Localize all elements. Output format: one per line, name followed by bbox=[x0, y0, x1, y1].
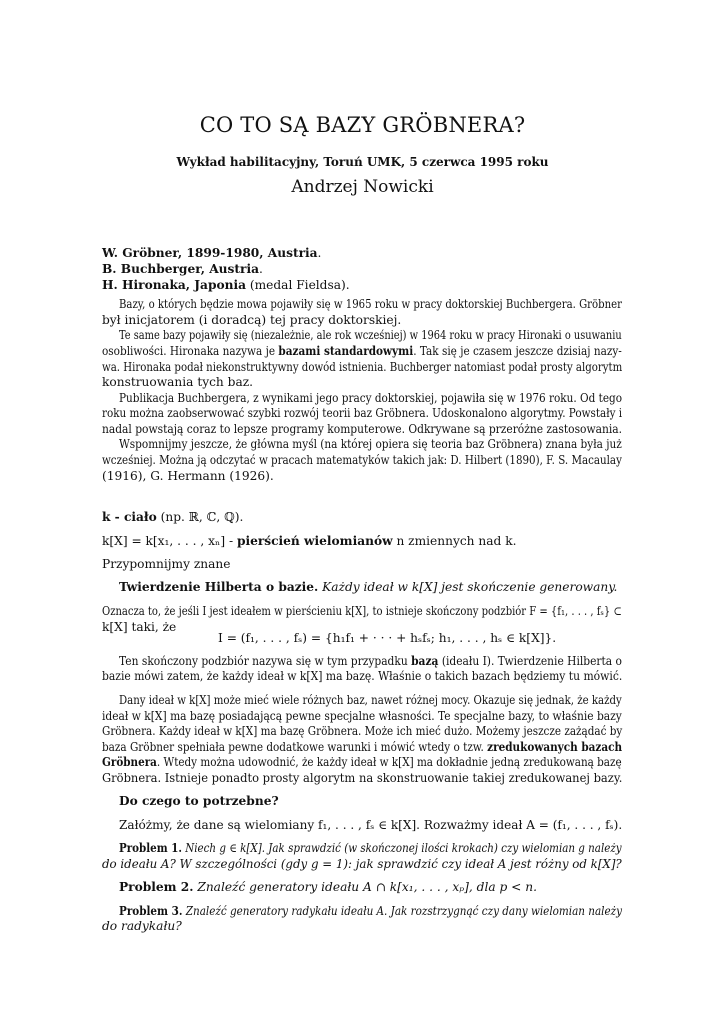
page-title: CO TO SĄ BAZY GRÖBNERA? bbox=[199, 113, 526, 137]
problem-1: Problem 1. Niech g ∈ k[X]. Jak sprawdzić (w skończonej ilości krokach) czy wielomian g należy bbox=[119, 841, 622, 855]
problem-3: Problem 3. Znaleźć generatory radykału ideału A. Jak rozstrzygnąć czy dany wielomian należy bbox=[119, 904, 622, 918]
text-line: Publikacja Buchbergera, z wynikami jego pracy doktorskiej, pojawiła się w 1976 roku. Od tego bbox=[119, 391, 623, 405]
person-line: H. Hironaka, Japonia (medal Fieldsa). bbox=[102, 278, 350, 292]
text-line: baza Gröbner spełniała pewne dodatkowe warunki i mówić wtedy o tzw. zredukowanych bazach bbox=[102, 740, 623, 754]
subtitle: Wykład habilitacyjny, Toruń UMK, 5 czerwca 1995 roku bbox=[176, 155, 549, 169]
problem-1-cont: do ideału A? W szczególności (gdy g = 1): jak sprawdzić czy ideał A jest różny od k[X]? bbox=[102, 857, 622, 871]
problem-3-cont: do radykału? bbox=[102, 919, 182, 933]
author: Andrzej Nowicki bbox=[291, 177, 434, 197]
text-line: Załóżmy, że dane są wielomiany f₁, . . . , fₛ ∈ k[X]. Rozważmy ideał A = (f₁, . . . , fₛ). bbox=[119, 818, 623, 832]
person-line: B. Buchberger, Austria. bbox=[102, 262, 263, 276]
text-line: osobliwości. Hironaka nazywa je bazami standardowymi. Tak się je czasem jeszcze dzisiaj nazy- bbox=[102, 344, 622, 358]
text-line: nadal powstają coraz to lepsze programy komputerowe. Odkrywane są przeróżne zastosowania. bbox=[102, 422, 623, 436]
text-line: Gröbnera. Każdy ideał w k[X] ma bazę Gröbnera. Może ich mieć dużo. Możemy jeszcze zażądać by bbox=[102, 724, 623, 738]
text-line: wcześniej. Można ją odczytać w pracach matematyków takich jak: D. Hilbert (1890), F. S. Macaulay bbox=[102, 453, 622, 467]
text-line: Bazy, o których będzie mowa pojawiły się w 1965 roku w pracy doktorskiej Buchbergera. Gröbner bbox=[119, 297, 622, 311]
text-line: roku można zaobserwować szybki rozwój teorii baz Gröbnera. Udoskonalono algorytmy. Powstały i bbox=[102, 406, 623, 420]
text-line: Ten skończony podzbiór nazywa się w tym przypadku bazą (ideału I). Twierdzenie Hilberta o bbox=[119, 654, 622, 668]
text-line: bazie mówi zatem, że każdy ideał w k[X] ma bazę. Właśnie o takich bazach będziemy tu mówić. bbox=[102, 669, 623, 683]
text-line: k[X] taki, że bbox=[102, 620, 177, 634]
definition-ring: k[X] = k[x₁, . . . , xₙ] - pierścień wielomianów n zmiennych nad k. bbox=[102, 534, 517, 548]
text-line: Gröbnera. Istnieje ponadto prosty algorytm na skonstruowanie takiej zredukowanej bazy. bbox=[102, 771, 623, 785]
section-heading: Do czego to potrzebne? bbox=[119, 794, 279, 808]
text-line: był inicjatorem (i doradcą) tej pracy doktorskiej. bbox=[102, 313, 402, 327]
text-line: wa. Hironaka podał niekonstruktywny dowód istnienia. Buchberger natomiast podał prosty algorytm bbox=[102, 360, 623, 374]
text-line: konstruowania tych baz. bbox=[102, 375, 254, 389]
definition-field: k - ciało (np. ℝ, ℂ, ℚ). bbox=[102, 510, 244, 524]
text-line: Oznacza to, że jeśli I jest ideałem w pierścieniu k[X], to istnieje skończony podzbiór F = {f₁, . . . , fₛ} ⊂ bbox=[102, 604, 622, 618]
text-line: Gröbnera. Wtedy można udowodnić, że każdy ideał w k[X] ma dokładnie jedną zredukowaną bazę bbox=[102, 755, 622, 769]
theorem-statement: Twierdzenie Hilberta o bazie. Każdy ideał w k[X] jest skończenie generowany. bbox=[119, 580, 618, 594]
text-line: (1916), G. Hermann (1926). bbox=[102, 469, 274, 483]
text-line: Wspomnijmy jeszcze, że główna myśl (na której opiera się teoria baz Gröbnera) znana była już bbox=[119, 437, 622, 451]
problem-2: Problem 2. Znaleźć generatory ideału A ∩ k[x₁, . . . , xₚ], dla p < n. bbox=[119, 880, 537, 894]
text-line: Dany ideał w k[X] może mieć wiele różnych baz, nawet różnej mocy. Okazuje się jednak, że każdy bbox=[119, 693, 622, 707]
text-line: Przypomnijmy znane bbox=[102, 557, 231, 571]
text-line: ideał w k[X] ma bazę posiadającą pewne specjalne własności. Te specjalne bazy, to właśnie bazy bbox=[102, 709, 622, 723]
text-line: Te same bazy pojawiły się (niezależnie, ale rok wcześniej) w 1964 roku w pracy Hironaki o usuwaniu bbox=[119, 328, 622, 342]
person-line: W. Gröbner, 1899-1980, Austria. bbox=[102, 246, 322, 260]
display-formula: I = (f₁, . . . , fₛ) = {h₁f₁ + · · · + hₛfₛ; h₁, . . . , hₛ ∈ k[X]}. bbox=[218, 631, 557, 645]
